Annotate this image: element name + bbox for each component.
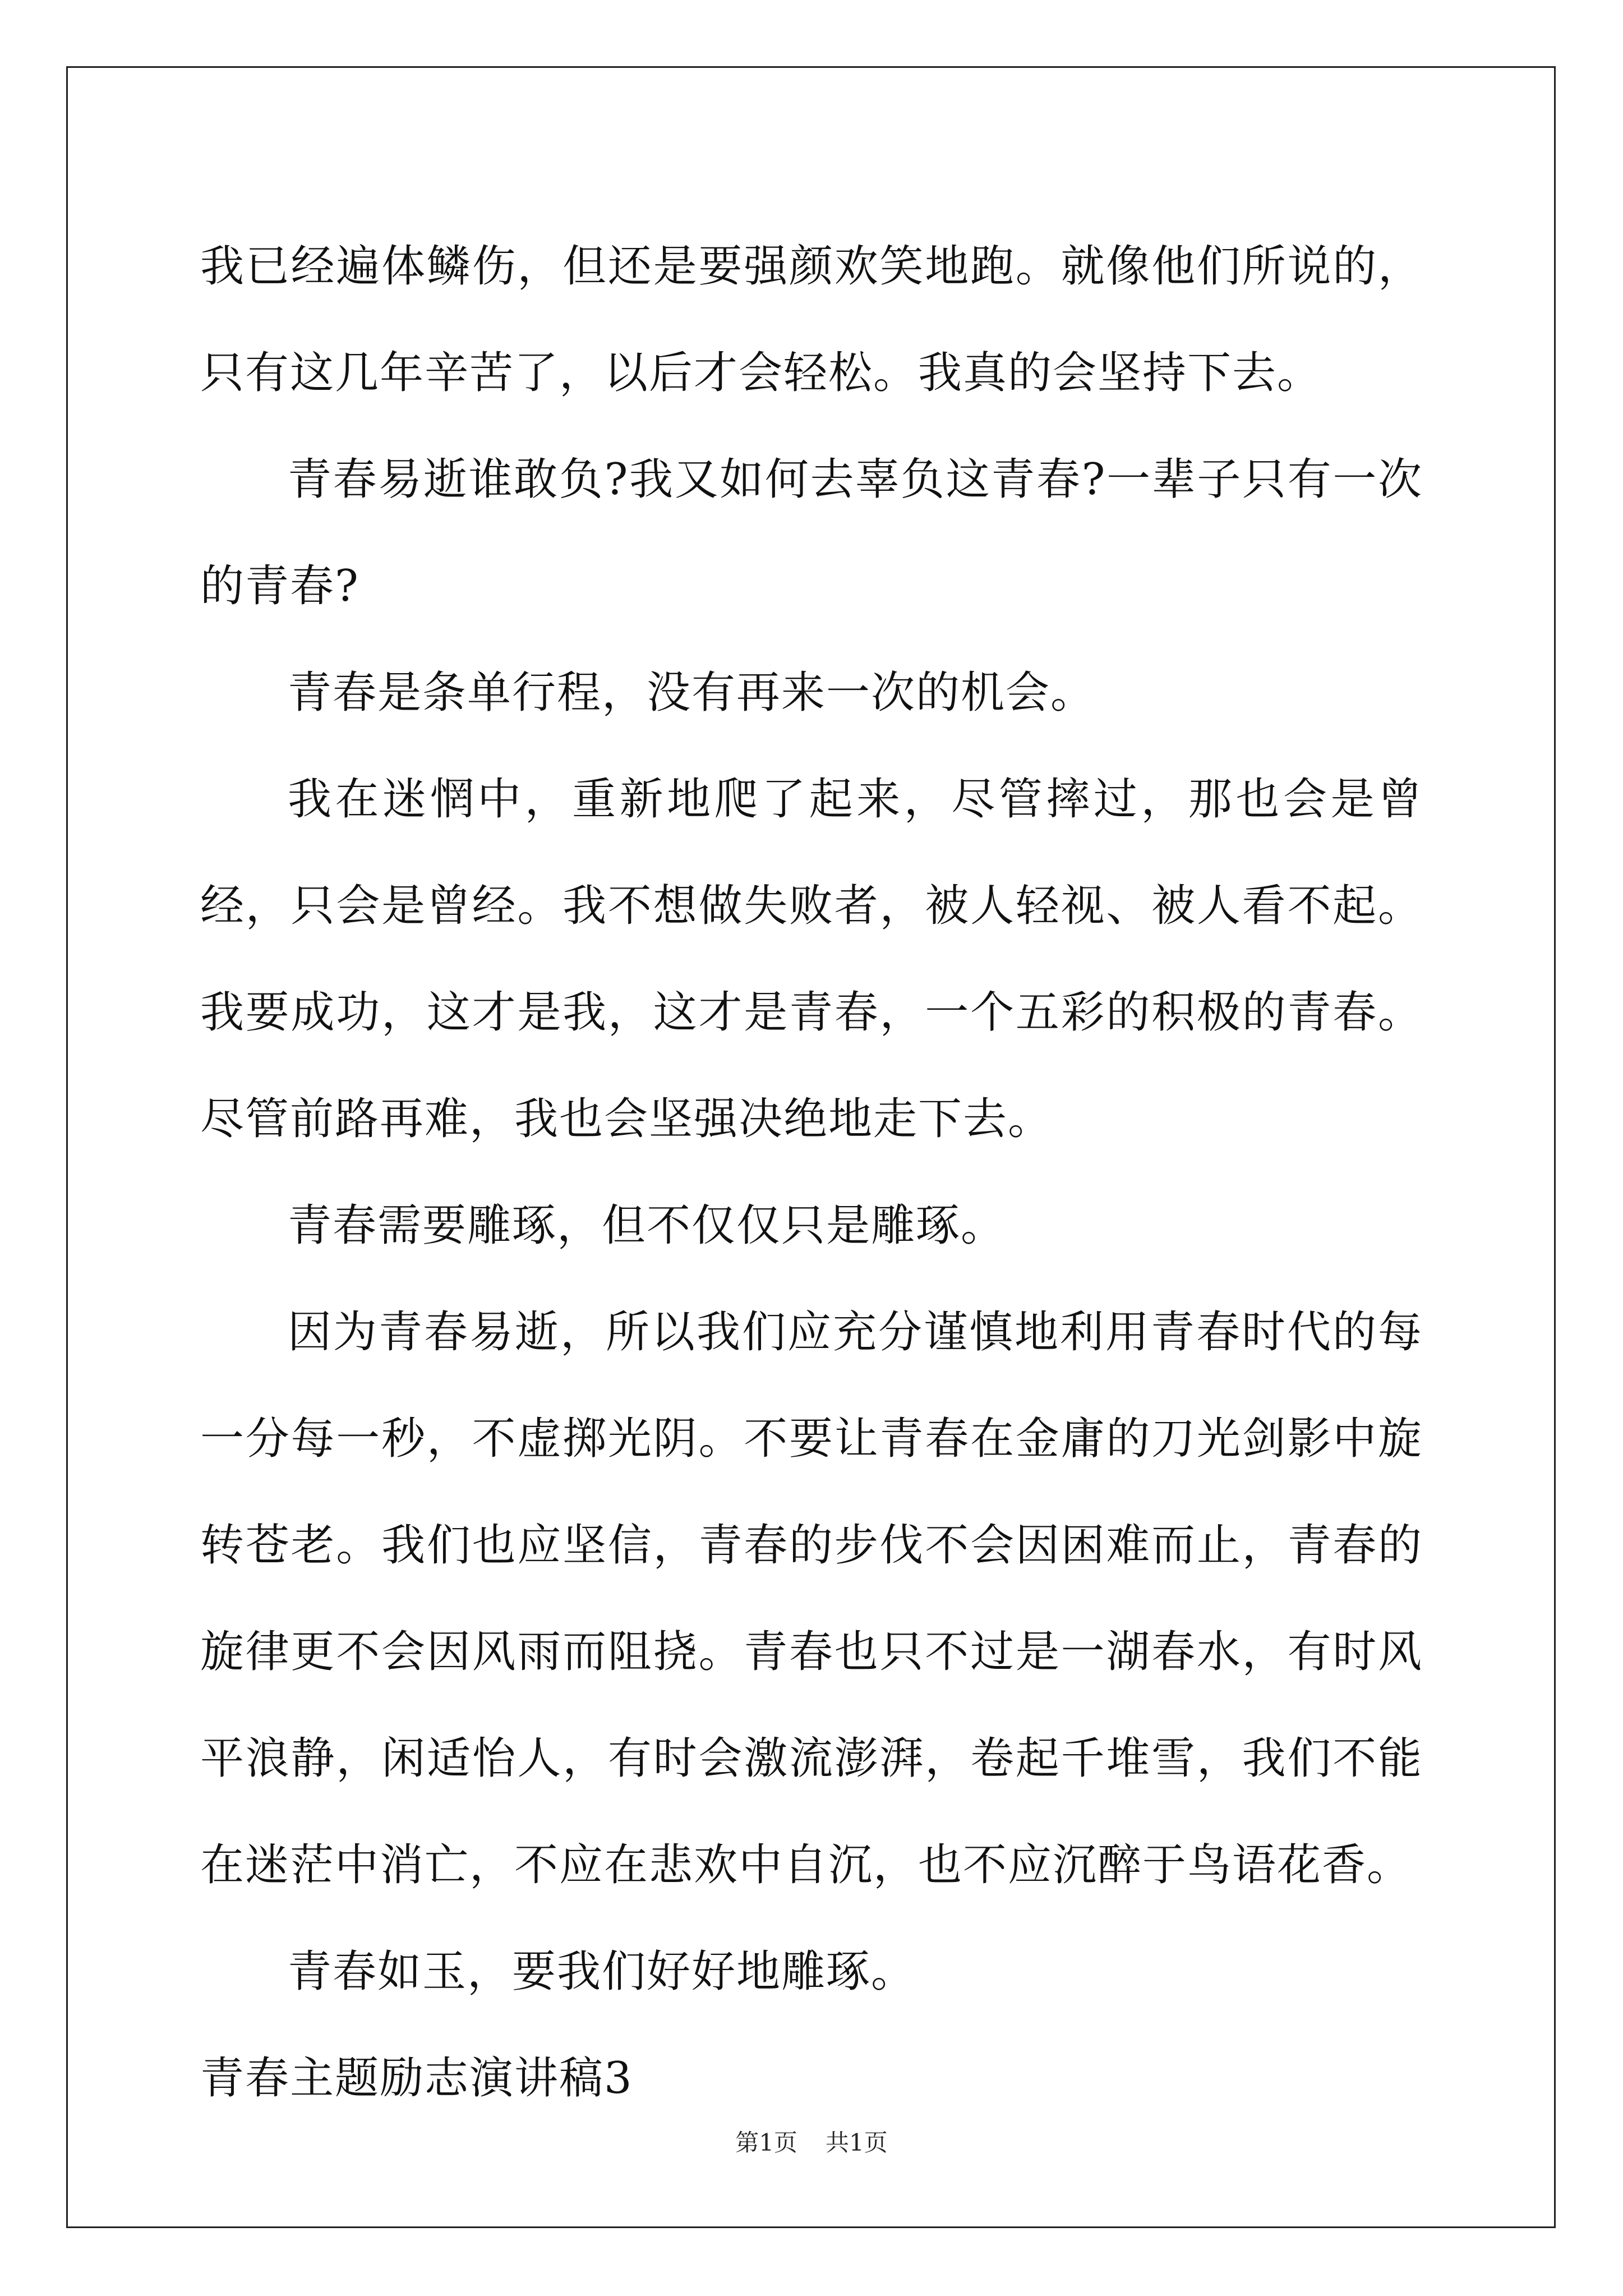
section-heading: 青春主题励志演讲稿3: [200, 2053, 633, 2104]
page-number: 第1页: [735, 2129, 797, 2156]
paragraph: 青春如玉，要我们好好地雕琢。: [288, 1947, 916, 1997]
paragraph: 青春易逝谁敢负?我又如何去辜负这青春?一辈子只有一次的青春?: [200, 454, 1423, 611]
page-total: 共1页: [826, 2129, 888, 2156]
paragraph: 青春是条单行程，没有再来一次的机会。: [288, 668, 1096, 718]
page-footer: [0, 2126, 1623, 2160]
paragraph: 青春需要雕琢，但不仅仅只是雕琢。: [288, 1200, 1006, 1251]
paragraph: 因为青春易逝，所以我们应充分谨慎地利用青春时代的每一分每一秒，不虚掷光阴。不要让青春在金庸的刀光剑影中旋转苍老。我们也应坚信，青春的步伐不会因困难而止，青春的旋律更不会因风雨而阻挠。青春也只不过是一湖春水，有时风平浪静，闲适怡人，有时会激流澎湃，卷起千堆雪，我们不能在迷茫中消亡，不应在悲欢中自沉，也不应沉醉于鸟语花香。: [200, 1307, 1423, 1890]
paragraph: 我已经遍体鳞伤，但还是要强颜欢笑地跑。就像他们所说的，只有这几年辛苦了，以后才会轻松。我真的会坚持下去。: [200, 241, 1423, 398]
document-body: [200, 213, 1423, 2132]
paragraph: 我在迷惘中，重新地爬了起来，尽管摔过，那也会是曾经，只会是曾经。我不想做失败者，被人轻视、被人看不起。我要成功，这才是我，这才是青春，一个五彩的积极的青春。尽管前路再难，我也会坚强决绝地走下去。: [200, 774, 1423, 1144]
